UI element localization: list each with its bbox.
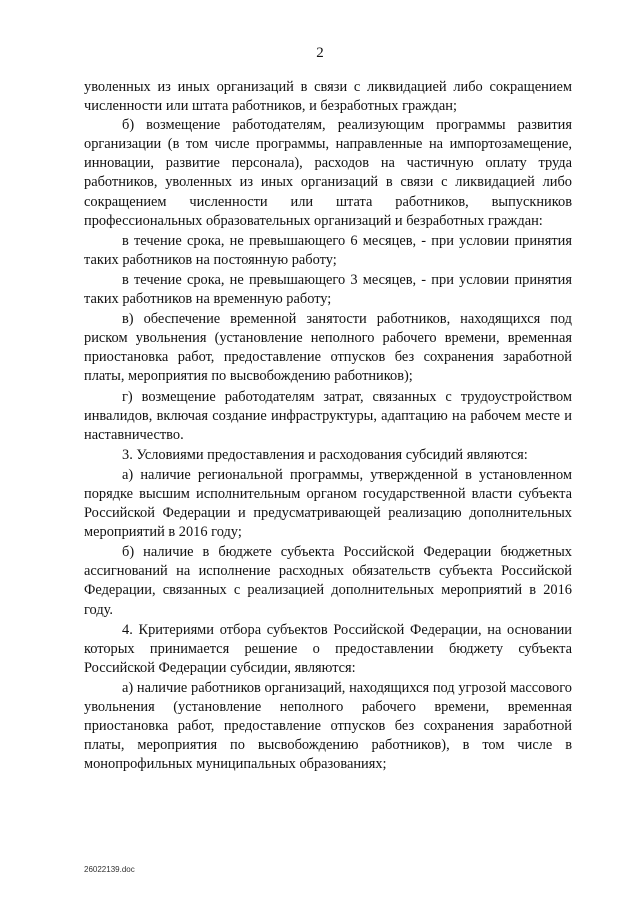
paragraph-term-3-months: в течение срока, не превышающего 3 месяцев, - при условии принятия таких работников на временную работу; <box>84 271 572 308</box>
page-number: 2 <box>316 45 324 61</box>
paragraph-item-b-reimbursement: б) возмещение работодателям, реализующим программы развития организации (в том числе программы, направленные на импортозамещение, инновации, развитие персонала), расходов на частичную оплату труда работников, уволенных из иных организаций в связи с ликвидацией либо сокращением численности или штата работников, выпускников профессиональных образовательных организаций и безработных граждан: <box>84 117 572 229</box>
paragraph-item-v-temporary-employment: в) обеспечение временной занятости работников, находящихся под риском увольнения (установление неполного рабочего времени, временная приостановка работ, предоставление отпусков без сохранения заработной платы, мероприятия по высвобождению работников); <box>84 311 572 385</box>
paragraph-continuation: уволенных из иных организаций в связи с ликвидацией либо сокращением численности или штата работников, и безработных граждан; <box>84 79 572 115</box>
document-body <box>84 78 572 774</box>
paragraph-criterion-a-layoffs: а) наличие работников организаций, находящихся под угрозой массового увольнения (установление неполного рабочего времени, временная приостановка работ, предоставление отпусков без сохранения заработной платы, мероприятия по высвобождению работников), в том числе в монопрофильных муниципальных образованиях; <box>84 679 572 773</box>
paragraph-condition-a-program: а) наличие региональной программы, утвержденной в установленном порядке высшим исполнительным органом государственной власти субъекта Российской Федерации и предусматривающей реализацию дополнительных мероприятий в 2016 году; <box>84 466 572 541</box>
paragraph-condition-b-budget: б) наличие в бюджете субъекта Российской Федерации бюджетных ассигнований на исполнение расходных обязательств субъекта Российской Федерации, связанных с реализацией дополнительных мероприятий в 2016 году. <box>84 544 572 618</box>
paragraph-term-6-months: в течение срока, не превышающего 6 месяцев, - при условии принятия таких работников на постоянную работу; <box>84 232 572 268</box>
footer-file-name: 26022139.doc <box>84 865 135 874</box>
paragraph-section-4-criteria: 4. Критериями отбора субъектов Российской Федерации, на основании которых принимается решение о предоставлении бюджету субъекта Российской Федерации субсидии, являются: <box>84 621 572 676</box>
paragraph-section-3-conditions: 3. Условиями предоставления и расходования субсидий являются: <box>122 446 528 463</box>
paragraph-item-g-disabled-employment: г) возмещение работодателям затрат, связанных с трудоустройством инвалидов, включая создание инфраструктуры, адаптацию на рабочем месте и наставничество. <box>84 388 572 443</box>
